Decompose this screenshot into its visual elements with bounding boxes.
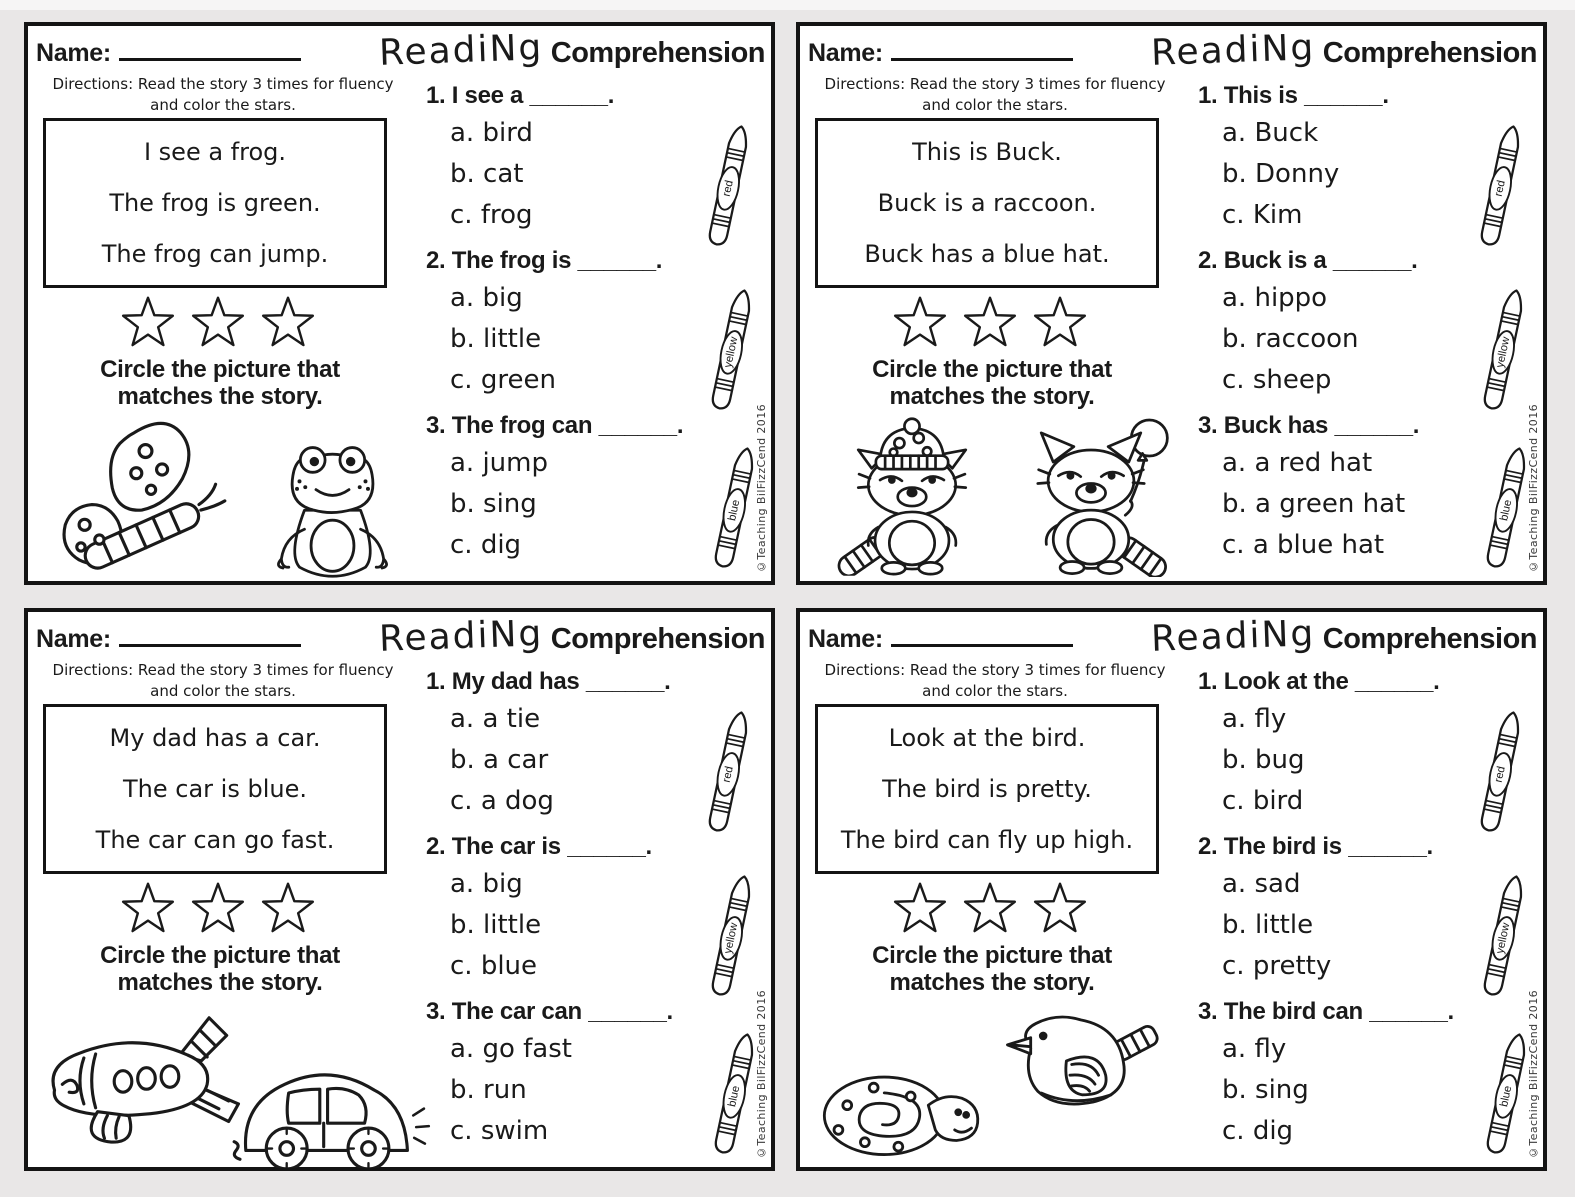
circle-instruction-line-1: Circle the picture that [100,356,340,383]
question-prompt: 3. The bird can ______. [1198,998,1454,1025]
question-2 [1198,833,1513,987]
worksheet-title [377,27,766,74]
question-option: c. frog [450,200,533,230]
worksheet-title [1149,27,1538,74]
circle-instruction-line-1: Circle the picture that [100,942,340,969]
name-blank-line [891,36,1073,61]
crayon-label: red [1492,765,1508,784]
stars-row [120,294,316,350]
name-blank-line [119,36,301,61]
question-option: c. dig [1222,1116,1294,1146]
question-prompt: 2. The bird is ______. [1198,833,1433,860]
crayon-label: yellow [1494,921,1513,955]
questions-column [426,668,741,1163]
copyright-text: ©Teaching BilFizzCend 2016 [755,404,768,573]
question-1 [1198,82,1510,236]
directions-line-2: and color the stars. [922,96,1068,114]
question-option: c. a dog [450,786,554,816]
question-option: b. a green hat [1222,489,1406,519]
question-option: b. cat [450,159,524,189]
question-3 [426,998,738,1152]
snake-image [812,1052,997,1162]
question-option: c. dig [450,530,522,560]
question-option: c. pretty [1222,951,1332,981]
name-blank-line [119,622,301,647]
question-1 [426,82,738,236]
question-option: b. run [450,1075,527,1105]
worksheet-title [377,613,766,660]
directions-text [806,660,1184,702]
stars-row [120,880,316,936]
star-icon [962,880,1018,936]
star-icon [120,880,176,936]
name-label: Name: [36,39,111,67]
question-option: b. little [450,910,542,940]
question-option: b. little [1222,910,1314,940]
directions-text [34,660,412,702]
crayon-label: red [720,765,736,784]
question-option: b. a car [450,745,549,775]
raccoon-with-balloon-image [1005,414,1177,577]
question-2 [426,247,741,401]
name-row [36,36,301,68]
title-comprehension: Comprehension [550,37,765,69]
stars-row [892,294,1088,350]
story-box [43,704,387,874]
question-3 [1198,412,1510,566]
circle-instruction [808,356,1176,410]
questions-column [1198,82,1513,577]
copyright-text: ©Teaching BilFizzCend 2016 [755,990,768,1159]
title-reading: ReadiNg [377,613,544,660]
name-row [808,622,1073,654]
question-option: c. swim [450,1116,549,1146]
circle-instruction-line-2: matches the story. [889,969,1095,996]
circle-instruction [36,356,404,410]
star-icon [1032,880,1088,936]
story-line: Buck has a blue hat. [864,239,1110,268]
question-option: a. sad [1222,869,1301,899]
question-prompt: 3. The car can ______. [426,998,673,1025]
question-option: a. a tie [450,704,541,734]
circle-instruction [808,942,1176,996]
crayon-label: yellow [722,921,741,955]
title-comprehension: Comprehension [550,623,765,655]
question-prompt: 2. Buck is a ______. [1198,247,1418,274]
directions-line-1: Directions: Read the story 3 times for fluency [824,661,1166,679]
question-option: a. Buck [1222,118,1319,148]
question-option: a. go fast [450,1034,572,1064]
star-icon [260,880,316,936]
name-label: Name: [808,625,883,653]
question-2 [426,833,741,987]
worksheet-card-car [24,608,775,1171]
question-option: c. sheep [1222,365,1332,395]
question-option: b. sing [450,489,537,519]
crayon-label: blue [726,1084,743,1109]
question-prompt: 1. This is ______. [1198,82,1389,109]
raccoon-with-hat-image [828,416,996,576]
crayon-label: blue [1498,1084,1515,1109]
name-row [36,622,301,654]
directions-line-1: Directions: Read the story 3 times for fluency [52,75,394,93]
circle-instruction-line-2: matches the story. [889,383,1095,410]
directions-line-2: and color the stars. [150,682,296,700]
directions-text [806,74,1184,116]
story-line: Buck is a raccoon. [877,188,1097,217]
question-1 [1198,668,1510,822]
copyright-text: ©Teaching BilFizzCend 2016 [1527,990,1540,1159]
story-line: The bird can fly up high. [840,825,1134,854]
question-option: c. blue [450,951,538,981]
question-3 [1198,998,1510,1152]
question-prompt: 2. The frog is ______. [426,247,663,274]
airplane-image [33,1004,258,1151]
question-prompt: 2. The car is ______. [426,833,652,860]
question-prompt: 3. Buck has ______. [1198,412,1420,439]
star-icon [120,294,176,350]
crayon-label: red [1492,179,1508,198]
question-option: a. bird [450,118,533,148]
question-option: a. big [450,869,523,899]
car-image [228,1022,433,1168]
bird-image [978,1002,1178,1127]
directions-line-2: and color the stars. [150,96,296,114]
star-icon [190,880,246,936]
story-line: I see a frog. [143,138,287,167]
question-option: c. a blue hat [1222,530,1385,560]
question-option: a. fly [1222,1034,1287,1064]
title-comprehension: Comprehension [1322,37,1537,69]
question-option: b. raccoon [1222,324,1359,354]
story-line: Look at the bird. [888,724,1086,753]
crayon-label: blue [1498,498,1515,523]
name-blank-line [891,622,1073,647]
crayon-label: blue [726,498,743,523]
question-option: c. Kim [1222,200,1303,230]
question-prompt: 1. I see a ______. [426,82,615,109]
circle-instruction-line-1: Circle the picture that [872,356,1112,383]
name-label: Name: [36,625,111,653]
question-option: b. sing [1222,1075,1309,1105]
story-line: The car is blue. [123,774,307,803]
directions-text [34,74,412,116]
star-icon [260,294,316,350]
story-line: The bird is pretty. [882,774,1092,803]
story-line: My dad has a car. [109,724,321,753]
circle-instruction-line-2: matches the story. [117,383,323,410]
question-option: a. a red hat [1222,448,1373,478]
question-prompt: 1. Look at the ______. [1198,668,1440,695]
title-reading: ReadiNg [377,27,544,74]
question-option: c. green [450,365,556,395]
copyright-text: ©Teaching BilFizzCend 2016 [1527,404,1540,573]
questions-column [426,82,741,577]
story-box [43,118,387,288]
directions-line-1: Directions: Read the story 3 times for fluency [824,75,1166,93]
stars-row [892,880,1088,936]
question-option: a. hippo [1222,283,1328,313]
crayon-label: red [720,179,736,198]
story-box [815,704,1159,874]
question-3 [426,412,738,566]
crayon-label: yellow [1494,335,1513,369]
name-label: Name: [808,39,883,67]
question-option: c. bird [1222,786,1304,816]
story-line: The frog can jump. [101,239,329,268]
title-reading: ReadiNg [1149,27,1316,74]
circle-instruction-line-2: matches the story. [117,969,323,996]
frog-image [250,430,415,579]
worksheet-card-raccoon [796,22,1547,585]
worksheet-card-frog [24,22,775,585]
name-row [808,36,1073,68]
star-icon [1032,294,1088,350]
story-line: The frog is green. [109,188,321,217]
questions-column [1198,668,1513,1163]
star-icon [190,294,246,350]
question-1 [426,668,738,822]
question-option: a. fly [1222,704,1287,734]
question-2 [1198,247,1513,401]
question-prompt: 1. My dad has ______. [426,668,671,695]
story-line: The car can go fast. [95,825,335,854]
star-icon [892,880,948,936]
circle-instruction [36,942,404,996]
star-icon [892,294,948,350]
butterfly-image [53,416,238,582]
worksheet-card-bird [796,608,1547,1171]
circle-instruction-line-1: Circle the picture that [872,942,1112,969]
question-option: a. jump [450,448,548,478]
title-comprehension: Comprehension [1322,623,1537,655]
story-line: This is Buck. [912,138,1062,167]
crayon-label: yellow [722,335,741,369]
directions-line-2: and color the stars. [922,682,1068,700]
star-icon [962,294,1018,350]
question-option: a. big [450,283,523,313]
question-option: b. bug [1222,745,1305,775]
worksheet-title [1149,613,1538,660]
title-reading: ReadiNg [1149,613,1316,660]
directions-line-1: Directions: Read the story 3 times for fluency [52,661,394,679]
story-box [815,118,1159,288]
question-option: b. little [450,324,542,354]
question-option: b. Donny [1222,159,1340,189]
question-prompt: 3. The frog can ______. [426,412,684,439]
